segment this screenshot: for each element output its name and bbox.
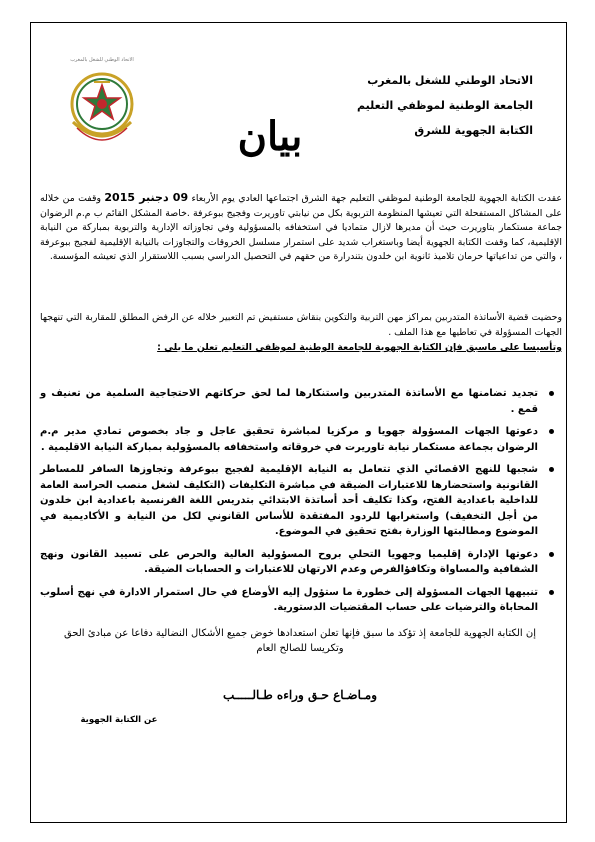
declaration-intro: وتأسيسا على ماسبق فإن الكتابة الجهوية للجامعة الوطنية لموظفي التعليم تعلن ما يلي : xyxy=(157,342,562,353)
statement-paragraph-2 xyxy=(40,311,562,340)
paragraph-2-text: وحضيت قضية الأساتذة المتدربين بمراكز مهن التربية والتكوين بنقاش مستفيض تم التعبير خلاله عن الرفض المطلق للمقاربة التي تنهجها الجهات المسؤولة في تعاطيها مع هذا الملف . xyxy=(40,312,562,338)
union-motto: ومـاضـاع حـق وراءه طـالـــــب xyxy=(223,688,377,702)
meeting-date: 09 دجنبر 2015 xyxy=(104,191,189,204)
org-name-federation: الجامعة الوطنية لموظفي التعليم xyxy=(357,99,533,112)
demand-item: دعوتها الإدارة إقليميا وجهويا التحلي بروح المسؤولية العالية والحرص على تسييد القانون ونهج الشفافية والمساواة وتكافؤالفرص وعدم الارتهان للاعتبارات و الحسابات الضيقة. xyxy=(40,547,560,578)
demand-item: تنبيهها الجهات المسؤولة إلى خطورة ما ستؤول إليه الأوضاع في حال استمرار الادارة في نهج أسلوب المحاباة والترضيات على حساب المقتضيات الدستورية. xyxy=(40,585,560,616)
document-title: بيان xyxy=(237,113,303,160)
meeting-intro: عقدت الكتابة الجهوية للجامعة الوطنية لموظفي التعليم جهة الشرق اجتماعها العادي يوم الأربعاء xyxy=(191,193,562,204)
demand-item: دعوتها الجهات المسؤولة جهويا و مركزيا لمباشرة تحقيق عاجل و جاد بخصوص تمادي مدير م.م الرضوان بجماعة مستكمار نيابة تاوريرت في خروقاته واستخفافه بالمسؤولية بمباركة النيابة الاقليمية . xyxy=(40,424,560,455)
org-name-regional-office: الكتابة الجهوية للشرق xyxy=(414,124,533,137)
closing-statement: إن الكتابة الجهوية للجامعة إذ تؤكد ما سبق فإنها تعلن استعدادها خوض جميع الأشكال النضالية دفاعا عن مبادئ الحق وتكريسا للصالح العام xyxy=(63,628,537,654)
demand-item: شجبها للنهج الاقصائي الذي تتعامل به النيابة الإقليمية لفجيج ببوعرفة وتجاوزها السافر للمساطر القانونية واستحضارها للاعتبارات الضيقة في مباشرة التكليفات (التكليف لشغل منصب الحراسة العامة للداخلية باعدادية الفتح، وكذا تكليف أحد أساتذة الابتدائي بتدريس اللغة الفرنسية باعدادية ابن خلدون من أجل التخفيف) واستغرابها للردود المفتقدة للأساس القانوني لكل من النيابة و الأكاديمية في الموضوع ومطالبتها الوزارة بفتح تحقيق في الموضوع. xyxy=(40,462,560,540)
demand-item: تجديد تضامنها مع الأساتذة المتدربين واستنكارها لما لحق حركاتهم الاحتجاجية السلمية من تعنيف و قمع . xyxy=(40,386,560,417)
union-emblem-logo xyxy=(58,52,146,162)
paragraph-1-rest: وقفت من خلاله على المشاكل المستفحلة التي تعيشها المنظومة التربوية بكل من نيابتي تاوريرت وفجيج ببوعرفة .خاصة المشكل القائم ب م.م الرضوان جماعة مستكمار بتاوريرت حيث أن مديرها لازال متماديا في استخفافه بالمسؤولية وفي تجاوزاته الإدارية والتربوية بمباركة من النيابة الإقليمية، كما وقفت الكتابة الجهوية أيضا وباستغراب شديد على استمرار مسلسل الخروقات والتجاوزات بالنيابة الإقليمية لفجيج ببوعرفة ، والتي من تداعياتها حرمان تلاميذ ثانوية ابن خلدون بتندرارة من حقهم في التحصيل الدراسي بسبب اللاستقرار الذي تعيشه المؤسسة. xyxy=(40,193,562,263)
org-name-union: الاتحاد الوطني للشغل بالمغرب xyxy=(367,74,533,87)
demands-list xyxy=(40,386,560,623)
statement-paragraph-3 xyxy=(40,341,562,356)
logo-caption: الاتحاد الوطني للشغل بالمغرب xyxy=(70,57,134,63)
signature-regional-office: عن الكتابة الجهوية xyxy=(80,715,158,725)
statement-paragraph-1 xyxy=(40,191,562,265)
